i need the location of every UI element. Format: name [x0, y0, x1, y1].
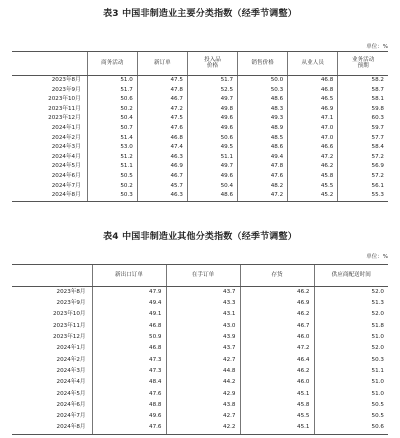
table-cell: 45.2 — [288, 191, 338, 201]
table-cell: 52.0 — [314, 343, 388, 354]
table-cell: 46.0 — [240, 377, 314, 388]
row-period-label: 2024年7月 — [51, 182, 81, 189]
table-row — [12, 191, 388, 201]
table-cell: 46.3 — [137, 191, 187, 201]
table-cell: 47.5 — [137, 76, 187, 86]
table-cell: 59.8 — [338, 105, 388, 115]
table-cell: 46.7 — [137, 95, 187, 105]
table-cell: 58.1 — [338, 95, 388, 105]
table-cell: 45.8 — [240, 400, 314, 411]
table-cell: 51.7 — [87, 86, 137, 96]
table-cell: 47.8 — [238, 162, 288, 172]
table-cell: 46.8 — [288, 86, 338, 96]
row-period-label: 2024年5月 — [51, 163, 81, 170]
table-cell: 45.5 — [288, 182, 338, 192]
table-cell: 48.4 — [92, 377, 166, 388]
table-cell: 47.2 — [238, 191, 288, 201]
table-cell: 52.5 — [187, 86, 237, 96]
table-cell: 43.9 — [166, 332, 240, 343]
table-cell: 50.4 — [187, 182, 237, 192]
table-row — [12, 162, 388, 172]
table-cell: 46.2 — [288, 162, 338, 172]
table4-column-header — [12, 265, 92, 287]
table-cell: 47.9 — [92, 287, 166, 299]
table-cell: 46.9 — [240, 298, 314, 309]
row-period-label: 2023年10月 — [52, 311, 86, 318]
table-cell: 47.3 — [92, 355, 166, 366]
table-cell: 47.0 — [288, 124, 338, 134]
row-period-label: 2024年8月 — [12, 191, 87, 201]
table-row — [12, 153, 388, 163]
row-period-label: 2024年4月 — [56, 379, 86, 386]
row-period-label: 2023年12月 — [52, 334, 86, 341]
table-cell: 45.1 — [240, 423, 314, 435]
table-cell: 50.0 — [238, 76, 288, 86]
table-cell: 51.0 — [314, 389, 388, 400]
row-period-label: 2024年7月 — [56, 413, 86, 420]
table-cell: 58.4 — [338, 143, 388, 153]
row-period-label: 2023年8月 — [56, 288, 86, 295]
table-cell: 50.6 — [314, 423, 388, 435]
table-cell: 45.1 — [240, 389, 314, 400]
table-cell: 46.4 — [240, 355, 314, 366]
table-cell: 56.9 — [338, 162, 388, 172]
table-cell: 43.7 — [166, 287, 240, 299]
table-cell: 47.2 — [288, 153, 338, 163]
table-row — [12, 76, 388, 86]
table4-column-header: 存货 — [240, 265, 314, 287]
table-cell: 47.6 — [137, 124, 187, 134]
table-cell: 49.4 — [92, 298, 166, 309]
table-row — [12, 321, 388, 332]
table-cell: 49.8 — [187, 105, 237, 115]
row-period-label: 2024年3月 — [51, 144, 81, 151]
table-row — [12, 287, 388, 299]
table-cell: 42.7 — [166, 355, 240, 366]
row-period-label: 2023年12月 — [48, 115, 81, 122]
table4-title: 表4 中国非制造业其他分类指数（经季节调整） — [103, 232, 297, 242]
table-row — [12, 86, 388, 96]
table-cell: 60.3 — [338, 114, 388, 124]
table-cell: 48.5 — [238, 134, 288, 144]
table-cell: 47.0 — [288, 134, 338, 144]
row-period-label: 2024年1月 — [56, 345, 86, 352]
table-row — [12, 182, 388, 192]
row-period-label: 2024年4月 — [51, 153, 81, 160]
table-cell: 49.1 — [92, 310, 166, 321]
table-cell: 47.1 — [288, 114, 338, 124]
table4 — [12, 264, 388, 435]
table-cell: 52.0 — [314, 310, 388, 321]
table-cell: 46.8 — [92, 321, 166, 332]
table-cell: 47.4 — [137, 143, 187, 153]
table-cell: 46.3 — [137, 153, 187, 163]
row-period-label: 2023年10月 — [48, 96, 81, 103]
table-cell: 51.1 — [87, 162, 137, 172]
table-cell: 51.0 — [314, 332, 388, 343]
row-period-label: 2024年6月 — [56, 401, 86, 408]
table-cell: 42.2 — [166, 423, 240, 435]
table-cell: 57.2 — [338, 172, 388, 182]
table-cell: 47.2 — [240, 343, 314, 354]
table3 — [12, 51, 388, 202]
table-cell: 49.6 — [92, 411, 166, 422]
table-cell: 57.7 — [338, 134, 388, 144]
table-cell: 46.8 — [288, 76, 338, 86]
table4-unit: 单位：% — [366, 254, 388, 260]
table-cell: 51.8 — [314, 321, 388, 332]
table-cell: 51.4 — [87, 134, 137, 144]
table-cell: 56.1 — [338, 182, 388, 192]
table-cell: 49.6 — [187, 114, 237, 124]
table-cell: 58.2 — [338, 76, 388, 86]
table-cell: 43.1 — [166, 310, 240, 321]
table3-column-header: 从业人员 — [288, 52, 338, 76]
row-period-label: 2024年8月 — [12, 423, 92, 435]
table-cell: 47.3 — [92, 366, 166, 377]
table-cell: 51.3 — [314, 298, 388, 309]
table-cell: 44.2 — [166, 377, 240, 388]
table-row — [12, 411, 388, 422]
table-cell: 46.0 — [240, 332, 314, 343]
table-row — [12, 389, 388, 400]
table-cell: 51.2 — [87, 153, 137, 163]
table-row — [12, 95, 388, 105]
table-cell: 46.7 — [137, 172, 187, 182]
table-cell: 46.8 — [137, 134, 187, 144]
table-cell: 50.3 — [314, 355, 388, 366]
table-row — [12, 423, 388, 435]
row-period-label: 2023年11月 — [48, 105, 81, 112]
table-cell: 47.6 — [92, 389, 166, 400]
table4-header — [12, 265, 388, 287]
table-cell: 46.2 — [240, 366, 314, 377]
table-cell: 51.0 — [87, 76, 137, 86]
table-cell: 50.5 — [314, 400, 388, 411]
table-row — [12, 172, 388, 182]
table-cell: 43.0 — [166, 321, 240, 332]
table-row — [12, 355, 388, 366]
table3-header — [12, 52, 388, 76]
table-cell: 45.5 — [240, 411, 314, 422]
table-row — [12, 310, 388, 321]
row-period-label: 2024年1月 — [51, 124, 81, 131]
table-row — [12, 298, 388, 309]
table-cell: 47.6 — [238, 172, 288, 182]
table-cell: 45.8 — [288, 172, 338, 182]
table-cell: 46.9 — [288, 105, 338, 115]
table-cell: 50.5 — [314, 411, 388, 422]
table3-column-header — [12, 52, 87, 76]
table-cell: 57.2 — [338, 153, 388, 163]
table-row — [12, 114, 388, 124]
table-row — [12, 377, 388, 388]
table-cell: 51.0 — [314, 377, 388, 388]
table-row — [12, 124, 388, 134]
table-cell: 45.7 — [137, 182, 187, 192]
row-period-label: 2024年5月 — [56, 390, 86, 397]
table-cell: 49.3 — [238, 114, 288, 124]
table-cell: 50.2 — [87, 182, 137, 192]
row-period-label: 2023年11月 — [52, 322, 86, 329]
table-cell: 53.0 — [87, 143, 137, 153]
table4-column-header: 新出口订单 — [92, 265, 166, 287]
table3-column-header: 商务活动 — [87, 52, 137, 76]
table-row — [12, 400, 388, 411]
table-cell: 47.8 — [137, 86, 187, 96]
table-cell: 50.3 — [238, 86, 288, 96]
table-cell: 48.3 — [238, 105, 288, 115]
table-cell: 48.6 — [238, 143, 288, 153]
table-cell: 43.7 — [166, 343, 240, 354]
table-cell: 49.7 — [187, 162, 237, 172]
table-cell: 50.2 — [87, 105, 137, 115]
table-cell: 50.6 — [87, 95, 137, 105]
table-cell: 43.8 — [166, 400, 240, 411]
row-period-label: 2024年2月 — [56, 356, 86, 363]
table-cell: 55.3 — [338, 191, 388, 201]
table-cell: 50.5 — [87, 172, 137, 182]
table-cell: 52.0 — [314, 287, 388, 299]
table-cell: 46.6 — [288, 143, 338, 153]
table3-column-header: 投入品 价格 — [187, 52, 237, 76]
table-cell: 49.6 — [187, 172, 237, 182]
table-cell: 48.8 — [92, 400, 166, 411]
table-row — [12, 134, 388, 144]
table-cell: 49.5 — [187, 143, 237, 153]
table-row — [12, 143, 388, 153]
table-cell: 51.7 — [187, 76, 237, 86]
table-cell: 50.7 — [87, 124, 137, 134]
table-cell: 42.9 — [166, 389, 240, 400]
table-cell: 50.3 — [87, 191, 137, 201]
table-row — [12, 332, 388, 343]
table-cell: 44.8 — [166, 366, 240, 377]
table-cell: 51.1 — [314, 366, 388, 377]
row-period-label: 2024年3月 — [56, 367, 86, 374]
table-cell: 50.9 — [92, 332, 166, 343]
table3-column-header: 新订单 — [137, 52, 187, 76]
table3-title: 表3 中国非制造业主要分类指数（经季节调整） — [103, 9, 297, 19]
table3-unit: 单位：% — [366, 44, 388, 50]
table-cell: 49.4 — [238, 153, 288, 163]
table-cell: 46.2 — [240, 310, 314, 321]
row-period-label: 2024年6月 — [51, 172, 81, 179]
table-cell: 47.2 — [137, 105, 187, 115]
table-cell: 51.1 — [187, 153, 237, 163]
table-cell: 50.4 — [87, 114, 137, 124]
table-cell: 58.7 — [338, 86, 388, 96]
table-cell: 49.6 — [187, 124, 237, 134]
table-cell: 46.8 — [92, 343, 166, 354]
table-cell: 47.5 — [137, 114, 187, 124]
table-cell: 48.6 — [238, 95, 288, 105]
table-cell: 48.6 — [187, 191, 237, 201]
row-period-label: 2023年8月 — [51, 77, 81, 83]
table-row — [12, 105, 388, 115]
table-cell: 46.7 — [240, 321, 314, 332]
table-cell: 59.7 — [338, 124, 388, 134]
row-period-label: 2023年9月 — [56, 300, 86, 307]
table-row — [12, 343, 388, 354]
table-cell: 49.7 — [187, 95, 237, 105]
table-cell: 47.6 — [92, 423, 166, 435]
table3-column-header: 销售价格 — [238, 52, 288, 76]
table-cell: 48.2 — [238, 182, 288, 192]
table-row — [12, 366, 388, 377]
table-cell: 50.6 — [187, 134, 237, 144]
row-period-label: 2023年9月 — [51, 86, 81, 93]
table-cell: 42.7 — [166, 411, 240, 422]
table-cell: 43.3 — [166, 298, 240, 309]
table3-column-header: 业务活动 预期 — [338, 52, 388, 76]
table4-column-header: 在手订单 — [166, 265, 240, 287]
row-period-label: 2024年2月 — [51, 134, 81, 141]
table4-column-header: 供应商配送时间 — [314, 265, 388, 287]
table-cell: 46.2 — [240, 287, 314, 299]
table-cell: 46.5 — [288, 95, 338, 105]
table-cell: 46.9 — [137, 162, 187, 172]
table-cell: 48.9 — [238, 124, 288, 134]
